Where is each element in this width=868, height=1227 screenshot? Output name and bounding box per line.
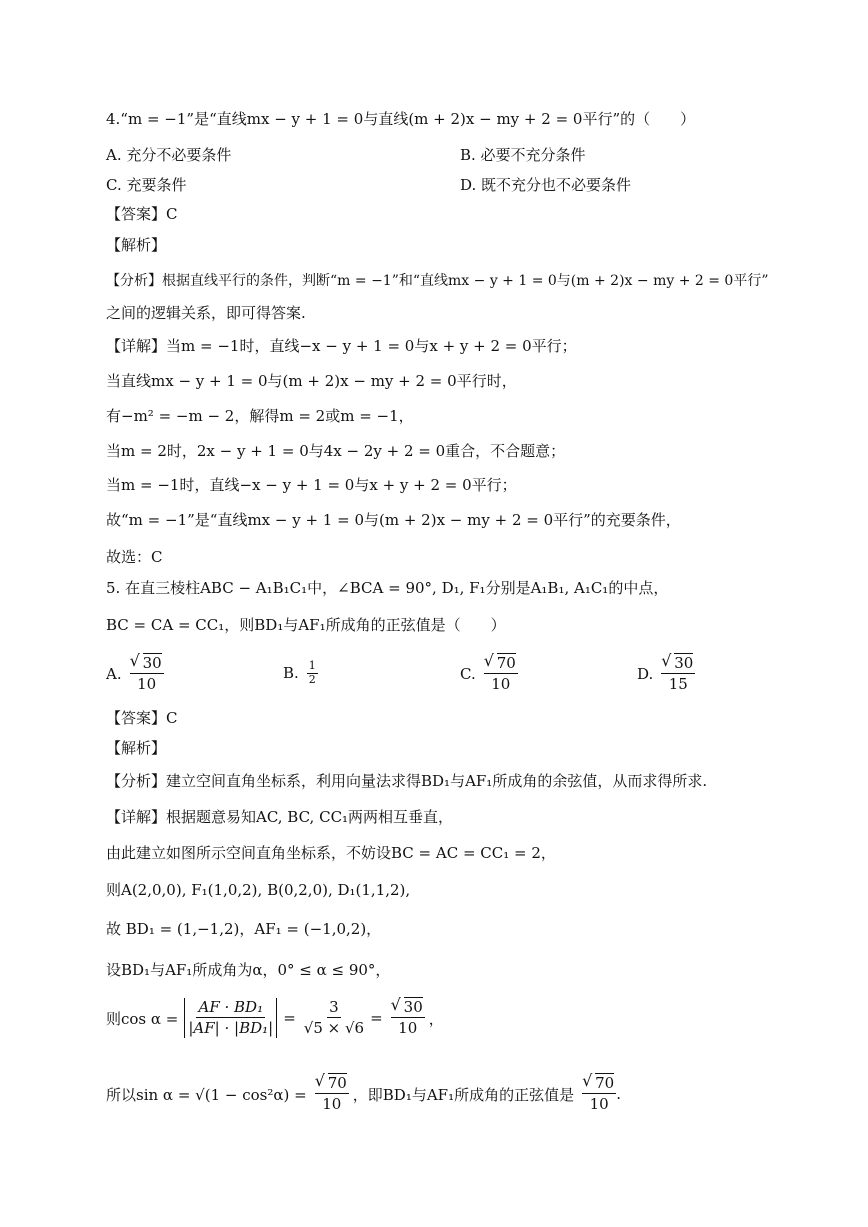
q5-option-c-num: 70 — [496, 654, 516, 672]
q4-option-a: A. 充分不必要条件 — [106, 146, 232, 164]
q5-option-d-fraction — [661, 654, 695, 694]
q4-stem: 4.“m = −1”是“直线mx − y + 1 = 0与直线(m + 2)x − my + 2 = 0平行”的（ ） — [106, 110, 696, 128]
q5-stem-line-1: 5. 在直三棱柱ABC − A₁B₁C₁中，∠BCA = 90°, D₁, F₁分别是A₁B₁, A₁C₁的中点， — [106, 579, 669, 597]
q5-cos-frac-den: |AF| · |BD₁| — [188, 1019, 274, 1037]
q4-detail-line-5: 当m = −1时，直线−x − y + 1 = 0与x + y + 2 = 0平行； — [106, 476, 517, 494]
q5-cos-mid-fraction — [304, 998, 364, 1038]
q5-option-d-den: 15 — [668, 675, 688, 693]
q4-answer: 【答案】C — [106, 205, 178, 223]
q4-analysis-line-2: 之间的逻辑关系，即可得答案. — [106, 304, 306, 322]
q5-sin-prefix: 所以sin α = √(1 − cos²α) = — [106, 1085, 307, 1104]
q5-analysis: 【分析】建立空间直角坐标系，利用向量法求得BD₁与AF₁所成角的余弦值，从而求得所求. — [106, 772, 708, 790]
q5-option-a-num: 30 — [142, 654, 162, 672]
q5-detail-line-1: 【详解】根据题意易知AC, BC, CC₁两两相互垂直， — [106, 808, 454, 826]
q4-detail-line-2: 当直线mx − y + 1 = 0与(m + 2)x − my + 2 = 0平行时， — [106, 372, 517, 390]
q5-sin-den: 10 — [322, 1095, 342, 1113]
q5-option-b-fraction — [307, 660, 318, 686]
q5-option-a-den: 10 — [137, 675, 157, 693]
q5-option-b-den: 2 — [308, 673, 316, 686]
q4-analysis-head: 【解析】 — [106, 236, 167, 254]
q5-cos-result-fraction — [391, 998, 425, 1038]
q5-option-b-num: 1 — [308, 659, 316, 672]
q5-sin-fraction — [315, 1074, 349, 1114]
q5-sin-den-2: 10 — [589, 1095, 609, 1113]
q5-option-d-num: 30 — [674, 654, 694, 672]
q5-option-c-den: 10 — [491, 675, 511, 693]
q5-option-a — [106, 654, 164, 694]
q5-stem-line-2: BC = CA = CC₁，则BD₁与AF₁所成角的正弦值是（ ） — [106, 616, 506, 634]
q5-option-d-label: D. — [637, 665, 654, 683]
q5-option-b — [283, 660, 318, 686]
q5-cos-res-den: 10 — [398, 1019, 418, 1037]
q4-option-c: C. 充要条件 — [106, 176, 187, 194]
q5-detail-line-5: 设BD₁与AF₁所成角为α，0° ≤ α ≤ 90°， — [106, 961, 391, 979]
q5-option-c-label: C. — [460, 665, 476, 683]
q5-detail-line-4: 故 BD₁ = (1,−1,2)，AF₁ = (−1,0,2)， — [106, 920, 382, 938]
q5-option-a-fraction — [130, 654, 164, 694]
q4-detail-line-3: 有−m² = −m − 2，解得m = 2或m = −1， — [106, 407, 414, 425]
q4-detail-line-4: 当m = 2时，2x − y + 1 = 0与4x − 2y + 2 = 0重合，不合题意； — [106, 442, 566, 460]
q5-option-c-fraction — [484, 654, 518, 694]
q5-option-d — [637, 654, 695, 694]
q5-analysis-head: 【解析】 — [106, 739, 167, 757]
q5-sin-num-2: 70 — [595, 1074, 615, 1092]
q4-analysis-line-1: 【分析】根据直线平行的条件，判断“m = −1”和“直线mx − y + 1 = 0与(m + 2)x − my + 2 = 0平行” — [106, 273, 769, 289]
q5-cos-formula: 则cos α = $\frac{\text{AF · BD₁}}{\text{|AF| · |BD₁|}}$ = $\frac{3}{√5 \times √6}$ = √ $\frac{30}{10}$ ， — [106, 998, 444, 1038]
q5-option-a-label: A. — [106, 665, 122, 683]
q5-sin-num: 70 — [327, 1074, 347, 1092]
q4-choice: 故选：C — [106, 548, 163, 566]
q5-cos-prefix: 则cos α = — [106, 1009, 179, 1028]
q4-option-d: D. 既不充分也不必要条件 — [460, 176, 632, 194]
q5-sin-formula: 所以sin α = √(1 − cos²α) = √ $\frac{70}{10}$ ，即BD₁与AF₁所成角的正弦值是 √ $\frac{70}{10}$ . — [106, 1074, 621, 1114]
q5-option-c — [460, 654, 518, 694]
q5-sin-fraction-2 — [582, 1074, 616, 1114]
q5-cos-fraction — [188, 998, 273, 1038]
q5-cos-mid-num: 3 — [329, 998, 339, 1016]
q4-option-b: B. 必要不充分条件 — [460, 146, 586, 164]
q5-option-b-label: B. — [283, 664, 299, 682]
q4-detail-line-1: 【详解】当m = −1时，直线−x − y + 1 = 0与x + y + 2 = 0平行； — [106, 337, 577, 355]
q5-sin-mid: ，即BD₁与AF₁所成角的正弦值是 — [352, 1085, 575, 1104]
q5-detail-line-2: 由此建立如图所示空间直角坐标系，不妨设BC = AC = CC₁ = 2， — [106, 844, 556, 862]
q4-detail-line-6: 故“m = −1”是“直线mx − y + 1 = 0与(m + 2)x − my + 2 = 0平行”的充要条件， — [106, 511, 681, 529]
q5-cos-res-num: 30 — [403, 998, 423, 1016]
q5-answer: 【答案】C — [106, 709, 178, 727]
q5-cos-mid-den: √5 × √6 — [303, 1019, 365, 1037]
q5-cos-abs — [184, 998, 277, 1038]
q5-detail-line-3: 则A(2,0,0), F₁(1,0,2), B(0,2,0), D₁(1,1,2), — [106, 881, 411, 899]
q5-cos-frac-num: AF · BD₁ — [198, 998, 264, 1016]
